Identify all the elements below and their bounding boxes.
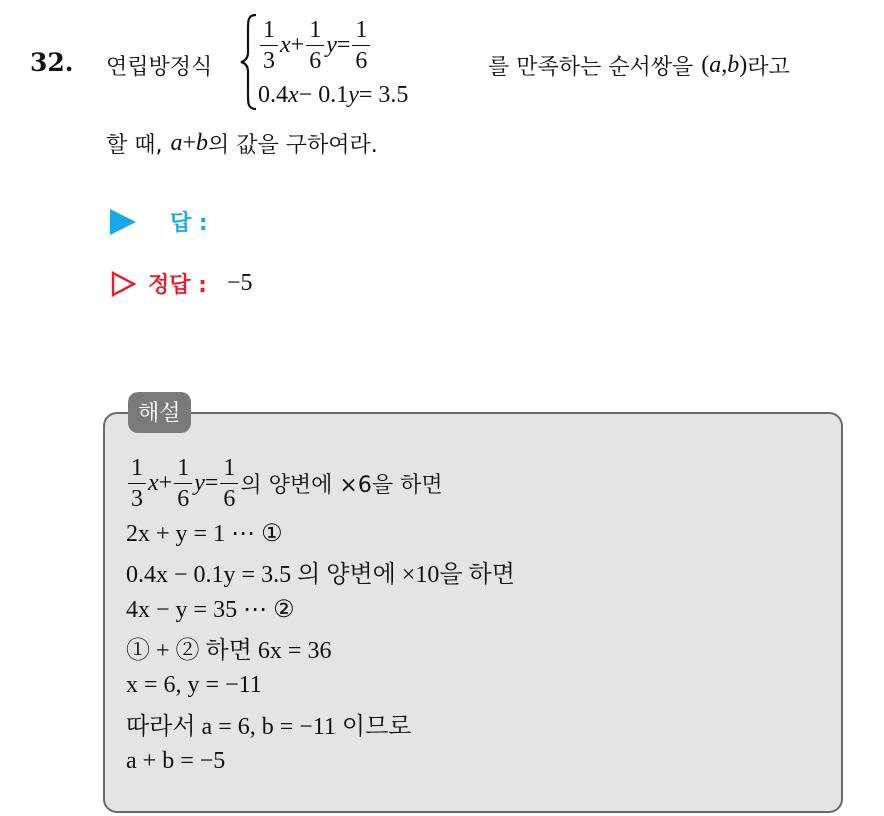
solution-lines (126, 452, 515, 780)
solution-line-8: a + b = −5 (126, 747, 226, 774)
fraction: $\frac{1}{6}$ (220, 456, 238, 511)
question-label: 연립방정식 (106, 55, 213, 80)
solution-line-5: ① + ② 하면 6x = 36 (126, 637, 332, 664)
play-triangle-icon (110, 209, 136, 235)
solution-line-7: 따라서 a = 6, b = −11 이므로 (126, 713, 412, 740)
fraction: $\frac{1}{3}$ (260, 18, 278, 73)
solution-tab: 해설 (128, 392, 191, 433)
fraction: $\frac{1}{3}$ (128, 456, 146, 511)
question-number: 32. (30, 48, 74, 77)
fraction: $\frac{1}{6}$ (306, 18, 324, 73)
answer-label: 답 : (170, 211, 208, 236)
question-line-2: 할 때, a + b 의 값을 구하여라. (106, 130, 378, 158)
question-tail: 를 만족하는 순서쌍을 ( a , b ) 라고 (488, 52, 790, 80)
system-brace (238, 12, 260, 112)
correct-answer-label: 정답 : (148, 273, 207, 298)
solution-line-2: 2x + y = 1 ⋯ ① (126, 520, 283, 547)
correct-answer-value: −5 (226, 270, 253, 296)
solution-line-3: 0.4x − 0.1y = 3.5 의 양변에 ×10을 하면 (126, 561, 515, 588)
system-equation-1: $\frac{1}{3}$ x + $\frac{1}{6}$ y = $\frac{1}{6}$ (258, 14, 372, 76)
correct-answer-row (110, 268, 253, 299)
answer-row (110, 206, 222, 237)
fraction: $\frac{1}{6}$ (352, 18, 370, 73)
solution-line-4: 4x − y = 35 ⋯ ② (126, 596, 295, 623)
outline-triangle-icon (110, 270, 138, 298)
fraction: $\frac{1}{6}$ (174, 456, 192, 511)
system-equation-2: 0.4 x − 0.1 y = 3.5 (258, 81, 409, 108)
solution-line-6: x = 6, y = −11 (126, 671, 262, 698)
solution-line-1: $\frac{1}{3}$ x + $\frac{1}{6}$ y = $\frac{1}{6}$ 의 양변에 ×6을 하면 (126, 452, 515, 514)
